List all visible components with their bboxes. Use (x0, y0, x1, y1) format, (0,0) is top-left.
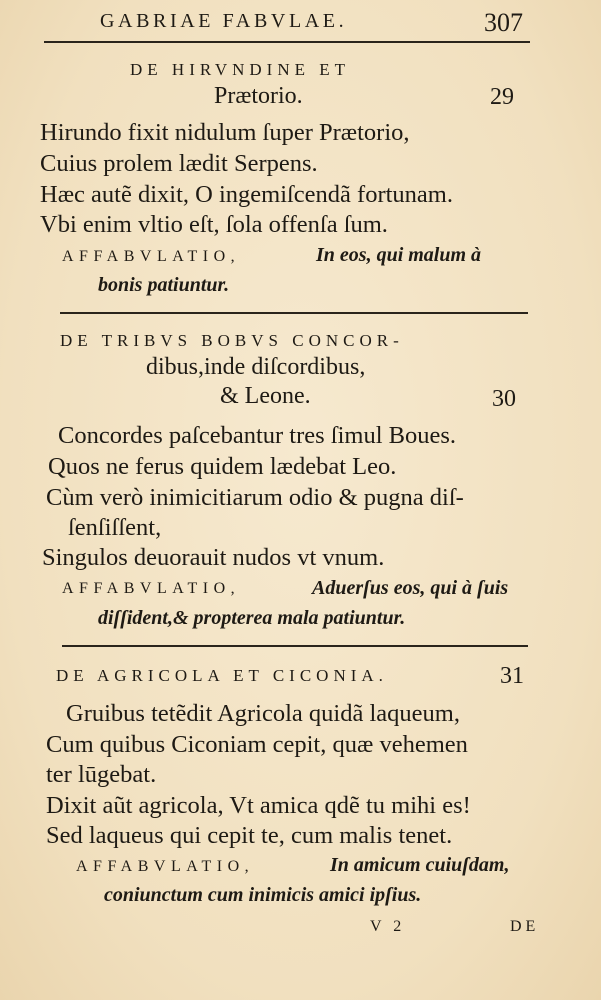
verse-line: Hirundo fixit nidulum ſuper Prætorio, (40, 119, 410, 146)
moral-text: Aduerſus eos, qui à ſuis (312, 577, 509, 599)
verse-line: Gruibus tetẽdit Agricola quidã laqueum, (66, 700, 460, 727)
verse-line: Hæc autẽ dixit, O ingemiſcendã fortunam. (40, 181, 453, 208)
verse-line: Vbi enim vltio eſt, ſola offenſa ſum. (40, 211, 388, 238)
verse-line: Cum quibus Ciconiam cepit, quæ vehemen (46, 731, 468, 758)
section-rule (62, 645, 528, 647)
fable-number: 31 (500, 663, 524, 689)
page-number: 307 (484, 8, 523, 37)
moral-text: coniunctum cum inimicis amici ipſius. (104, 884, 422, 906)
verse-line: Cùm verò inimicitiarum odio & pugna diſ- (46, 484, 464, 511)
fable-title-line: dibus,inde diſcordibus, (146, 354, 366, 380)
fable-title-line: & Leone. (220, 383, 311, 409)
fable-number: 30 (492, 386, 516, 412)
moral-text: bonis patiuntur. (98, 274, 230, 296)
verse-line: ter lūgebat. (46, 761, 157, 788)
verse-line: Concordes paſcebantur tres ſimul Boues. (58, 422, 457, 449)
affabulatio-label: AFFABVLATIO, (62, 580, 241, 597)
running-title: GABRIAE FABVLAE. (100, 10, 348, 32)
affabulatio-label: AFFABVLATIO, (76, 858, 255, 875)
catchword: DE (510, 918, 540, 935)
moral-text: In eos, qui malum à (316, 244, 482, 266)
header-rule (44, 41, 530, 43)
verse-line: ſenſiſſent, (68, 514, 162, 541)
verse-line: Cuius prolem lædit Serpens. (40, 150, 318, 177)
verse-line: Sed laqueus qui cepit te, cum malis tenet. (46, 822, 453, 849)
verse-line: Dixit aũt agricola, Vt amica qdẽ tu mihi es! (46, 792, 471, 819)
affabulatio-label: AFFABVLATIO, (62, 248, 241, 265)
fable-title-rest: Prætorio. (214, 83, 303, 109)
section-rule (60, 312, 528, 314)
moral-text: diſſident,& propterea mala patiuntur. (98, 607, 406, 629)
signature-mark: V 2 (370, 918, 406, 935)
fable-number: 29 (490, 84, 514, 110)
fable-title-caps: DE AGRICOLA ET CICONIA. (56, 666, 388, 685)
fable-title-caps: DE HIRVNDINE ET (130, 60, 350, 79)
verse-line: Singulos deuorauit nudos vt vnum. (42, 544, 385, 571)
fable-title-caps: DE TRIBVS BOBVS CONCOR- (60, 331, 404, 350)
verse-line: Quos ne ferus quidem lædebat Leo. (48, 453, 397, 480)
moral-text: In amicum cuiuſdam, (330, 854, 510, 876)
